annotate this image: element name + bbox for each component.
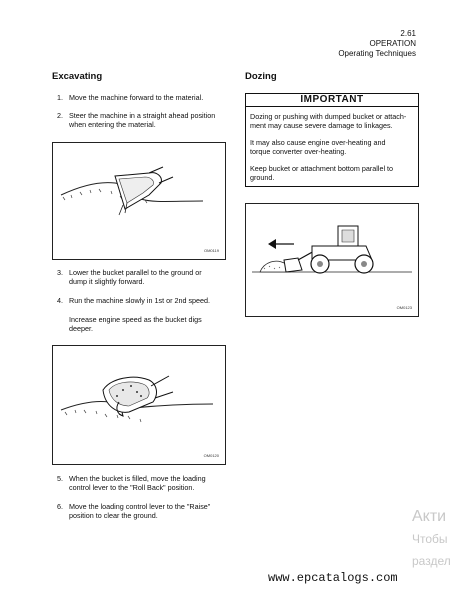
step-line: control lever to the "Roll Back" position. (69, 483, 195, 492)
engine-speed-note (69, 315, 229, 333)
page-number: 2.61 (400, 29, 416, 38)
subsection-title: Operating Techniques (338, 49, 416, 58)
step-number: 6. (57, 502, 63, 511)
step-line: position to clear the ground. (69, 511, 158, 520)
step-text (69, 474, 206, 492)
step-text (69, 502, 210, 520)
step-1 (57, 93, 232, 103)
important-title: IMPORTANT (246, 94, 418, 107)
dozing-heading: Dozing (245, 71, 277, 82)
excavating-heading: Excavating (52, 71, 103, 82)
step-6 (57, 502, 232, 522)
important-line: Dozing or pushing with dumped bucket or attach- (250, 112, 407, 121)
step-text: Run the machine slowly in 1st or 2nd speed. (69, 296, 211, 305)
step-number: 1. (57, 93, 63, 102)
step-2 (57, 111, 232, 131)
figure-bucket-entering-material (52, 142, 226, 260)
loader-bucket-filled-illustration (53, 346, 225, 464)
step-line: dump it slightly forward. (69, 277, 145, 286)
watermark-line: раздел (412, 554, 451, 568)
note-line: deeper. (69, 324, 93, 333)
page-header (338, 29, 416, 59)
figure-id: OM0119 (203, 248, 219, 253)
step-line: Lower the bucket parallel to the ground or (69, 268, 202, 277)
step-text: Move the machine forward to the material. (69, 93, 204, 102)
step-line: Steer the machine in a straight ahead position (69, 111, 216, 120)
important-line: Keep bucket or attachment bottom parallel to (250, 164, 394, 173)
footer-url: www.epcatalogs.com (268, 571, 398, 585)
figure-bucket-filled (52, 345, 226, 465)
step-line: Move the loading control lever to the "Raise" (69, 502, 211, 511)
step-5 (57, 474, 232, 494)
important-line: torque converter over-heating. (250, 147, 347, 156)
figure-id: OM0123 (396, 305, 412, 310)
important-line: ment may cause severe damage to linkages. (250, 121, 393, 130)
figure-wheel-loader-dozing (245, 203, 419, 317)
figure-id: OM0120 (203, 453, 219, 458)
step-line: when entering the material. (69, 120, 156, 129)
loader-bucket-illustration (53, 143, 225, 259)
important-paragraph (246, 164, 418, 182)
step-text (69, 111, 215, 129)
watermark-line: Акти (412, 508, 447, 525)
step-line: When the bucket is filled, move the loading (69, 474, 206, 483)
important-paragraph (246, 112, 418, 130)
wheel-loader-illustration (246, 204, 418, 316)
important-line: ground. (250, 173, 275, 182)
step-4 (57, 296, 232, 306)
step-number: 5. (57, 474, 63, 483)
watermark-line: Чтобы (412, 532, 448, 546)
section-title: OPERATION (369, 39, 416, 48)
activation-watermark (412, 506, 451, 572)
important-notice (245, 93, 419, 187)
important-paragraph (246, 138, 418, 156)
step-number: 4. (57, 296, 63, 305)
note-line: Increase engine speed as the bucket digs (69, 315, 202, 324)
important-line: It may also cause engine over-heating and (250, 138, 386, 147)
step-number: 2. (57, 111, 63, 120)
step-3 (57, 268, 232, 288)
step-number: 3. (57, 268, 63, 277)
step-text (69, 268, 202, 286)
